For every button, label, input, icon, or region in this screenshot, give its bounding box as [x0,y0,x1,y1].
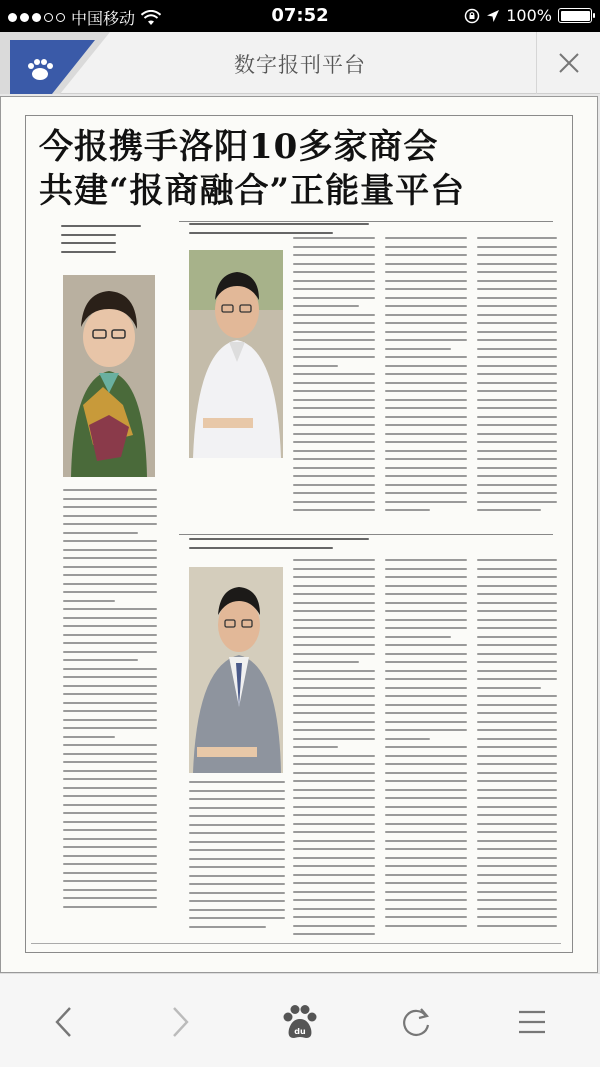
newspaper-page[interactable] [0,96,598,973]
carrier-name: 中国移动 [71,9,136,28]
forward-arrow-icon [168,1005,192,1039]
top-text-column-1 [293,237,375,527]
menu-button[interactable] [510,1000,554,1044]
middle-interview-kicker [189,538,369,555]
photo-portrait-man-2 [189,567,283,773]
status-bar [0,0,600,32]
mid-text-column-2 [385,559,467,937]
mid-text-column-3 [477,559,557,937]
close-button[interactable] [536,32,600,94]
orientation-lock-icon [464,8,480,24]
left-text-column [63,489,157,939]
mid-text-column-1 [293,559,375,937]
refresh-icon [399,1005,433,1039]
battery-icon [558,8,592,23]
baidu-home-button[interactable] [278,1000,322,1044]
baidu-paw-icon [280,1002,320,1042]
svg-text:du: du [294,1027,306,1036]
photo-portrait-woman [63,275,155,477]
forward-button[interactable] [158,1000,202,1044]
top-text-column-3 [477,237,557,527]
photo-portrait-man-1 [189,250,283,458]
section-rule [179,221,553,222]
menu-icon [517,1009,547,1035]
web-content[interactable] [0,94,600,973]
top-text-column-2 [385,237,467,527]
section-rule-2 [179,534,553,535]
refresh-button[interactable] [394,1000,438,1044]
footer-rule [31,943,561,944]
page-title: 数字报刊平台 [234,53,366,77]
navigation-bar [0,32,600,94]
mid-left-text-column [189,781,285,937]
close-icon [558,52,580,74]
location-arrow-icon [486,9,500,23]
left-kicker [61,225,161,259]
article-headline: 今报携手洛阳10多家商会 共建“报商融合”正能量平台 [39,127,466,211]
battery-percent: 100% [506,6,552,25]
back-button[interactable] [42,1000,86,1044]
bottom-toolbar [0,973,600,1067]
clock: 07:52 [271,5,329,26]
back-arrow-icon [52,1005,76,1039]
